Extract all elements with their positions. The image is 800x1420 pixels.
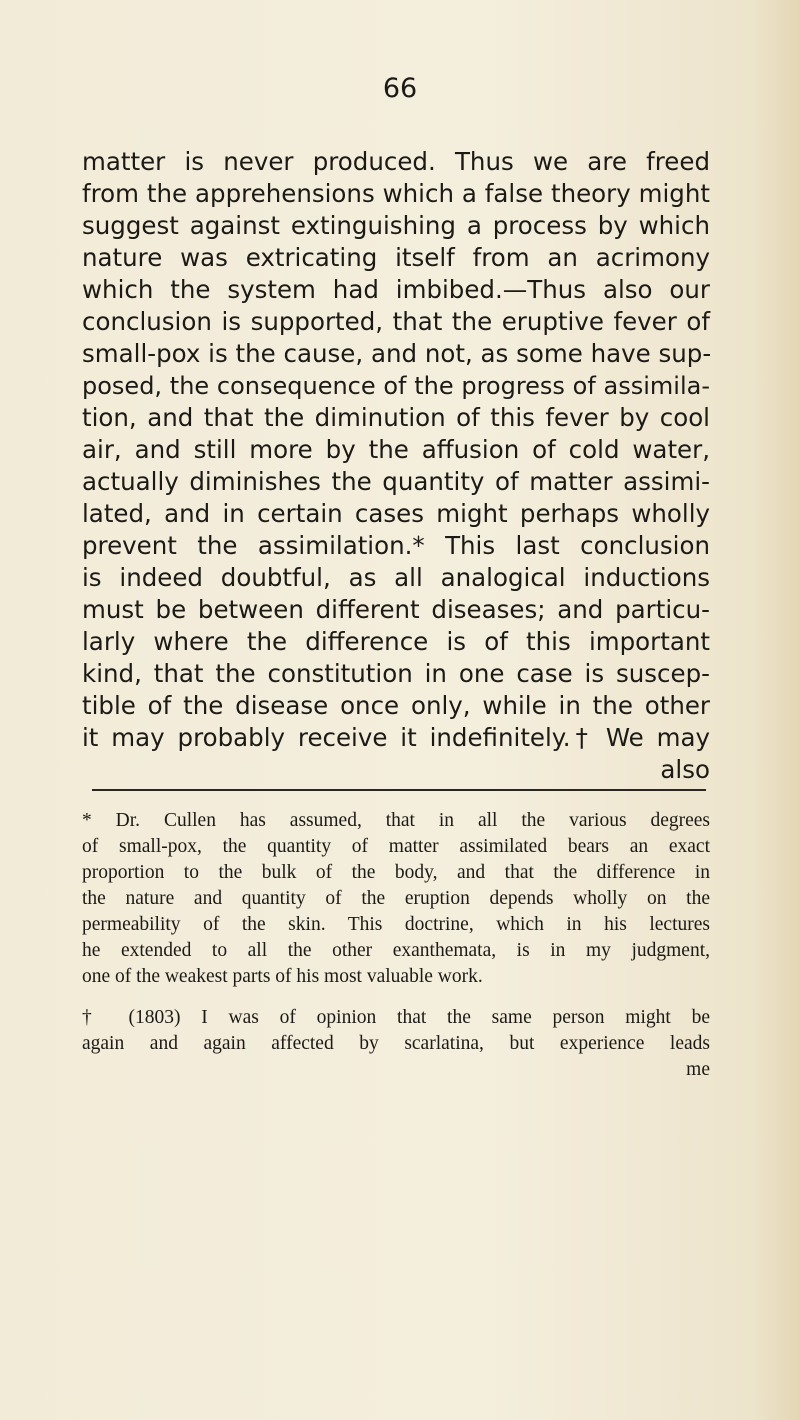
body-line: is indeed doubtful, as all analogical inductions (82, 563, 710, 592)
footnote-line: * Dr. Cullen has assumed, that in all the various degrees (82, 810, 710, 831)
footnote-line: † (1803) I was of opinion that the same person might be (82, 1007, 710, 1028)
page-number: 66 (382, 73, 418, 104)
footnote-line: one of the weakest parts of his most valuable work. (82, 966, 483, 987)
footnote-line: the nature and quantity of the eruption depends wholly on the (82, 888, 710, 909)
body-line: suggest against extinguishing a process by which (82, 211, 710, 240)
body-line: from the apprehensions which a false theory might (82, 179, 710, 208)
body-line: which the system had imbibed.—Thus also our (82, 275, 710, 304)
body-line: actually diminishes the quantity of matter assimi- (82, 467, 710, 496)
body-line: must be between different diseases; and particu- (82, 595, 710, 624)
footnote-line: again and again affected by scarlatina, but experience leads (82, 1033, 710, 1054)
footnote-divider (92, 789, 706, 791)
body-line: it may probably receive it indefinitely.† We may (82, 723, 710, 752)
footnote-line: of small-pox, the quantity of matter assimilated bears an exact (82, 836, 710, 857)
body-line: conclusion is supported, that the eruptive fever of (82, 307, 710, 336)
body-line: nature was extricating itself from an acrimony (82, 243, 710, 272)
body-line: small-pox is the cause, and not, as some have sup- (82, 339, 712, 368)
body-line: posed, the consequence of the progress of assimila- (82, 372, 710, 400)
body-line: matter is never produced. Thus we are freed (82, 147, 710, 176)
body-line: tible of the disease once only, while in the other (82, 691, 710, 720)
body-line: prevent the assimilation.* This last conclusion (82, 531, 710, 560)
footnote-line: proportion to the bulk of the body, and that the difference in (82, 862, 710, 883)
footnote-catchword: me (686, 1059, 710, 1080)
body-line: lated, and in certain cases might perhaps wholly (82, 499, 710, 528)
body-line: kind, that the constitution in one case is suscep- (82, 659, 710, 688)
catchword: also (660, 755, 710, 784)
footnote-line: he extended to all the other exanthemata, is in my judgment, (82, 940, 710, 961)
body-line: tion, and that the diminution of this fever by cool (82, 403, 710, 432)
body-line: larly where the difference is of this important (82, 627, 710, 656)
body-line: air, and still more by the affusion of cold water, (82, 435, 710, 464)
footnote-line: permeability of the skin. This doctrine, which in his lectures (82, 914, 710, 935)
